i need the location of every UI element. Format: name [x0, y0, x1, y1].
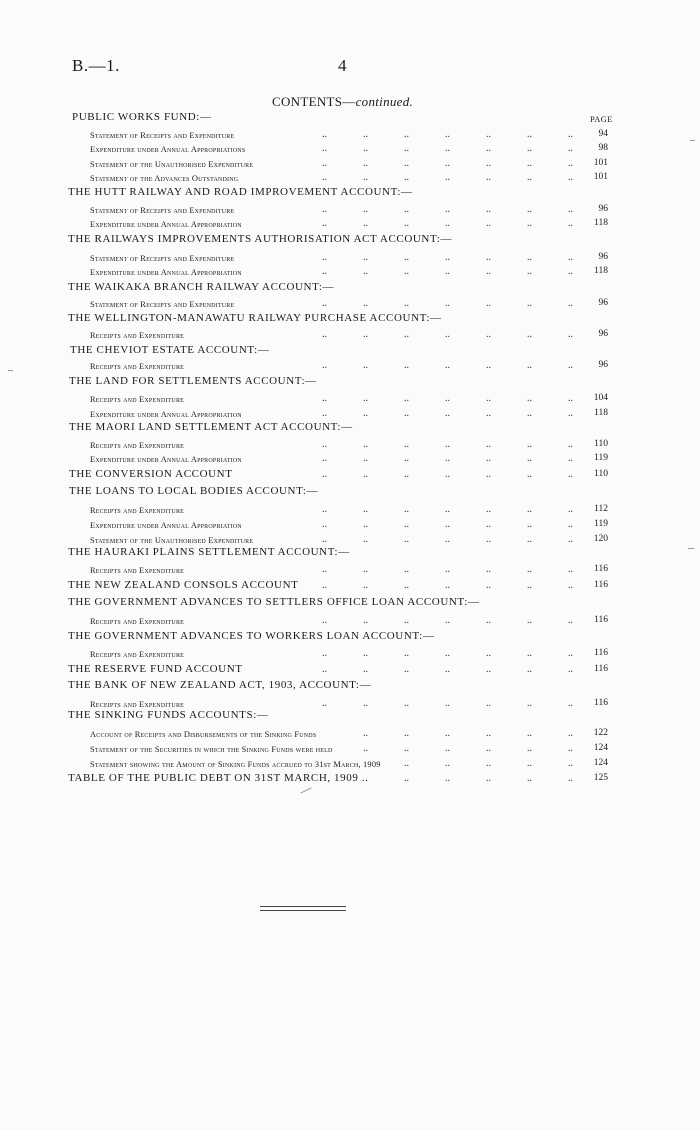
toc-page-number: 116 [594, 664, 608, 674]
paper-mark [300, 788, 311, 794]
toc-section-heading: TABLE OF THE PUBLIC DEBT ON 31ST MARCH, 1909 .. [68, 772, 369, 784]
toc-page-number: 94 [598, 129, 608, 139]
toc-section-heading: THE NEW ZEALAND CONSOLS ACCOUNT [68, 579, 299, 591]
leader-dots: .. .. .. .. .. .. .. [322, 408, 573, 419]
toc-section-heading: THE HAURAKI PLAINS SETTLEMENT ACCOUNT:— [68, 546, 350, 558]
toc-entry-row [0, 128, 700, 141]
leader-dots: .. .. .. .. .. .. [363, 743, 573, 754]
toc-entry-title: Statement showing the Amount of Sinking Funds accrued to 31st March, 1909 [90, 760, 381, 769]
toc-section-heading: THE CONVERSION ACCOUNT [69, 468, 233, 480]
toc-section-row [0, 186, 700, 199]
leader-dots: .. .. .. .. .. .. .. [322, 393, 573, 404]
toc-section-heading: THE BANK OF NEW ZEALAND ACT, 1903, ACCOUNT:— [68, 679, 372, 691]
toc-entry-row [0, 297, 700, 310]
closing-rule-bottom [260, 910, 346, 911]
leader-dots: .. .. .. .. .. .. .. [322, 698, 573, 709]
toc-page-number: 116 [594, 615, 608, 625]
toc-section-row [0, 546, 700, 559]
toc-page-number: 96 [598, 252, 608, 262]
toc-entry-title: Statement of the Unauthorised Expenditure [90, 160, 254, 169]
toc-page-number: 96 [598, 329, 608, 339]
leader-dots: .. .. .. .. .. .. .. [322, 648, 573, 659]
toc-section-heading: THE WELLINGTON-MANAWATU RAILWAY PURCHASE ACCOUNT:— [68, 312, 442, 324]
toc-page-number: 112 [594, 504, 608, 514]
leader-dots: .. .. .. .. .. .. .. [322, 439, 573, 450]
leader-dots: .. .. .. .. .. .. .. [322, 580, 573, 591]
toc-entry-title: Statement of Receipts and Expenditure [90, 300, 235, 309]
leader-dots: .. .. .. .. .. .. [363, 728, 573, 739]
toc-page-number: 110 [594, 469, 608, 479]
toc-entry-title: Receipts and Expenditure [90, 441, 185, 450]
toc-section-heading: THE GOVERNMENT ADVANCES TO SETTLERS OFFICE LOAN ACCOUNT:— [68, 596, 480, 608]
toc-page-number: 110 [594, 439, 608, 449]
toc-page-number: 101 [593, 172, 608, 182]
toc-section-heading: THE LAND FOR SETTLEMENTS ACCOUNT:— [69, 375, 317, 387]
title-main: CONTENTS— [272, 94, 356, 109]
toc-section-row [0, 312, 700, 325]
toc-page-number: 96 [598, 204, 608, 214]
toc-entry-row [0, 742, 700, 755]
toc-section-row [0, 233, 700, 246]
leader-dots: .. .. .. .. .. .. .. [322, 469, 573, 480]
toc-page-number: 98 [598, 143, 608, 153]
leader-dots: .. .. .. .. .. .. .. [322, 218, 573, 229]
toc-section-row [0, 111, 700, 124]
toc-section-heading: THE RAILWAYS IMPROVEMENTS AUTHORISATION ACT ACCOUNT:— [68, 233, 452, 245]
leader-dots: .. .. .. .. .. .. .. [322, 519, 573, 530]
toc-section-heading: THE CHEVIOT ESTATE ACCOUNT:— [70, 344, 270, 356]
paper-mark [8, 370, 13, 371]
paper-mark [690, 140, 695, 141]
leader-dots: .. .. .. .. .. .. .. [322, 534, 573, 545]
toc-entry-row [0, 518, 700, 531]
toc-section-row [0, 596, 700, 609]
toc-entry-title: Expenditure under Annual Appropriations [90, 145, 246, 154]
leader-dots: .. .. .. .. .. .. .. [322, 298, 573, 309]
toc-section-row [0, 281, 700, 294]
toc-section-heading: THE SINKING FUNDS ACCOUNTS:— [68, 709, 269, 721]
toc-section-row [0, 485, 700, 498]
toc-entry-row [0, 757, 700, 770]
toc-section-heading: THE HUTT RAILWAY AND ROAD IMPROVEMENT ACCOUNT:— [68, 186, 413, 198]
toc-page-number: 124 [593, 758, 608, 768]
toc-section-heading: THE RESERVE FUND ACCOUNT [68, 663, 243, 675]
toc-entry-row [0, 217, 700, 230]
toc-entry-row [0, 392, 700, 405]
toc-entry-title: Receipts and Expenditure [90, 650, 185, 659]
toc-page-number: 96 [598, 360, 608, 370]
toc-entry-title: Expenditure under Annual Appropriation [90, 410, 242, 419]
toc-entry-title: Receipts and Expenditure [90, 700, 185, 709]
toc-page-number: 119 [594, 519, 608, 529]
toc-entry-row [0, 328, 700, 341]
toc-entry-title: Statement of the Advances Outstanding [90, 174, 239, 183]
leader-dots: .. .. .. .. .. .. .. [322, 329, 573, 340]
toc-page-number: 116 [594, 698, 608, 708]
leader-dots: .. .. .. .. .. .. .. [322, 453, 573, 464]
toc-entry-title: Expenditure under Annual Appropriation [90, 455, 242, 464]
toc-section-row [0, 772, 700, 785]
leader-dots: .. .. .. .. .. [404, 758, 573, 769]
toc-entry-title: Expenditure under Annual Appropriation [90, 220, 242, 229]
toc-entry-row [0, 251, 700, 264]
toc-entry-title: Receipts and Expenditure [90, 506, 185, 515]
leader-dots: .. .. .. .. .. .. .. [322, 615, 573, 626]
toc-page-number: 104 [593, 393, 608, 403]
paper-mark [688, 548, 694, 549]
page-number: 4 [338, 56, 347, 75]
toc-entry-row [0, 407, 700, 420]
toc-entry-title: Receipts and Expenditure [90, 617, 185, 626]
toc-entry-row [0, 563, 700, 576]
toc-entry-title: Receipts and Expenditure [90, 566, 185, 575]
toc-entry-title: Receipts and Expenditure [90, 331, 185, 340]
leader-dots: .. .. .. .. .. .. .. [322, 158, 573, 169]
toc-entry-row [0, 203, 700, 216]
toc-entry-title: Statement of Receipts and Expenditure [90, 131, 235, 140]
toc-entry-title: Account of Receipts and Disbursements of the Sinking Funds [90, 730, 317, 739]
leader-dots: .. .. .. .. .. .. .. [322, 129, 573, 140]
toc-entry-title: Statement of the Unauthorised Expenditure [90, 536, 254, 545]
toc-section-heading: THE GOVERNMENT ADVANCES TO WORKERS LOAN ACCOUNT:— [68, 630, 435, 642]
toc-section-row [0, 579, 700, 592]
toc-page-number: 116 [594, 564, 608, 574]
toc-entry-title: Statement of Receipts and Expenditure [90, 206, 235, 215]
toc-entry-row [0, 727, 700, 740]
toc-page-number: 118 [594, 266, 608, 276]
toc-page-number: 96 [598, 298, 608, 308]
toc-page-number: 125 [593, 773, 608, 783]
toc-page-number: 116 [594, 580, 608, 590]
leader-dots: .. .. .. .. .. .. .. [322, 143, 573, 154]
toc-section-row [0, 375, 700, 388]
toc-entry-row [0, 614, 700, 627]
toc-entry-title: Receipts and Expenditure [90, 362, 185, 371]
toc-section-row [0, 663, 700, 676]
leader-dots: .. .. .. .. .. .. .. [322, 204, 573, 215]
leader-dots: .. .. .. .. .. [404, 773, 573, 784]
toc-entry-row [0, 438, 700, 451]
toc-page-number: 116 [594, 648, 608, 658]
toc-page-number: 118 [594, 408, 608, 418]
leader-dots: .. .. .. .. .. .. .. [322, 360, 573, 371]
toc-entry-row [0, 452, 700, 465]
toc-section-row [0, 709, 700, 722]
toc-section-row [0, 468, 700, 481]
toc-entry-title: Statement of Receipts and Expenditure [90, 254, 235, 263]
leader-dots: .. .. .. .. .. .. .. [322, 172, 573, 183]
toc-page-number: 120 [593, 534, 608, 544]
toc-section-row [0, 344, 700, 357]
toc-section-row [0, 679, 700, 692]
toc-entry-title: Receipts and Expenditure [90, 395, 185, 404]
toc-section-row [0, 421, 700, 434]
toc-entry-title: Expenditure under Annual Appropriation [90, 521, 242, 530]
toc-section-row [0, 630, 700, 643]
toc-page-number: 101 [593, 158, 608, 168]
page-title [272, 94, 413, 110]
toc-page-number: 119 [594, 453, 608, 463]
toc-entry-row [0, 647, 700, 660]
title-continued: continued. [355, 94, 414, 109]
leader-dots: .. .. .. .. .. .. .. [322, 664, 573, 675]
toc-entry-title: Expenditure under Annual Appropriation [90, 268, 242, 277]
toc-entry-title: Statement of the Securities in which the Sinking Funds were held [90, 745, 333, 754]
closing-rule-top [260, 906, 346, 907]
toc-section-heading: THE LOANS TO LOCAL BODIES ACCOUNT:— [69, 485, 319, 497]
toc-entry-row [0, 533, 700, 546]
toc-section-heading: THE MAORI LAND SETTLEMENT ACT ACCOUNT:— [69, 421, 353, 433]
leader-dots: .. .. .. .. .. .. .. [322, 504, 573, 515]
toc-entry-row [0, 171, 700, 184]
leader-dots: .. .. .. .. .. .. .. [322, 266, 573, 277]
toc-page-number: 124 [593, 743, 608, 753]
toc-page-number: 118 [594, 218, 608, 228]
toc-entry-row [0, 359, 700, 372]
toc-section-heading: THE WAIKAKA BRANCH RAILWAY ACCOUNT:— [68, 281, 335, 293]
toc-entry-row [0, 142, 700, 155]
page-column-label: PAGE [590, 114, 613, 124]
leader-dots: .. .. .. .. .. .. .. [322, 564, 573, 575]
toc-entry-row [0, 157, 700, 170]
document-reference: B.—1. [72, 56, 120, 75]
toc-section-heading: PUBLIC WORKS FUND:— [72, 111, 212, 123]
toc-entry-row [0, 265, 700, 278]
toc-entry-row [0, 503, 700, 516]
leader-dots: .. .. .. .. .. .. .. [322, 252, 573, 263]
toc-page-number: 122 [593, 728, 608, 738]
